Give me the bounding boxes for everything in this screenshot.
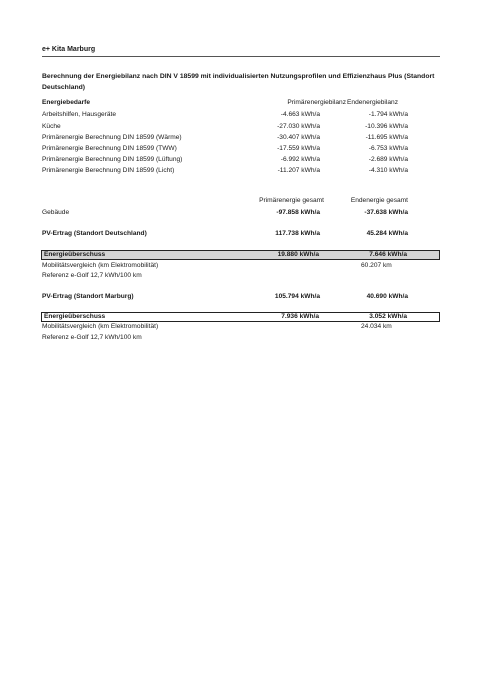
row-primary-value: -27.030 kWh/a bbox=[277, 123, 320, 130]
table-row bbox=[42, 134, 440, 144]
pv-germany-row bbox=[42, 230, 440, 240]
building-label: Gebäude bbox=[42, 209, 70, 216]
reference-marburg: Referenz e-Golf 12,7 kWh/100 km bbox=[42, 334, 142, 341]
surplus-germany-box bbox=[41, 250, 440, 260]
table-row bbox=[42, 145, 440, 155]
pv-marburg-label: PV-Ertrag (Standort Marburg) bbox=[42, 293, 134, 300]
row-final-value: -2.689 kWh/a bbox=[368, 156, 408, 163]
surplus-germany-label: Energieüberschuss bbox=[44, 251, 106, 258]
building-row bbox=[42, 209, 440, 219]
document-title: e+ Kita Marburg bbox=[42, 46, 96, 53]
pv-marburg-row bbox=[42, 293, 440, 303]
row-final-value: -11.695 kWh/a bbox=[365, 134, 408, 141]
pv-marburg-final-value: 40.690 kWh/a bbox=[366, 293, 408, 300]
pv-germany-final-value: 45.284 kWh/a bbox=[366, 230, 408, 237]
building-primary-value: -97.858 kWh/a bbox=[276, 209, 320, 216]
row-label: Primärenergie Berechnung DIN 18599 (TWW) bbox=[42, 145, 177, 152]
row-label: Primärenergie Berechnung DIN 18599 (Lüftung) bbox=[42, 156, 183, 163]
document-subtitle: Berechnung der Energiebilanz nach DIN V 18599 mit individualisierten Nutzungsprofilen und Effizienzhaus Plus (Standort Deutschland) bbox=[42, 73, 435, 91]
row-primary-value: -6.992 kWh/a bbox=[280, 156, 320, 163]
totals-header bbox=[42, 197, 440, 207]
mobility-germany-label: Mobilitätsvergleich (km Elektromobilität) bbox=[42, 262, 159, 269]
surplus-germany-final-value: 7.646 kWh/a bbox=[369, 251, 407, 258]
table-row bbox=[42, 167, 440, 177]
row-primary-value: -30.407 kWh/a bbox=[277, 134, 320, 141]
row-label: Arbeitshilfen, Hausgeräte bbox=[42, 111, 117, 118]
mobility-germany-km: 60.207 km bbox=[361, 262, 392, 269]
row-primary-value: -4.663 kWh/a bbox=[280, 111, 320, 118]
surplus-marburg-final-value: 3.052 kWh/a bbox=[369, 313, 407, 320]
row-primary-value: -11.207 kWh/a bbox=[277, 167, 320, 174]
row-final-value: -4.310 kWh/a bbox=[368, 167, 408, 174]
row-label: Küche bbox=[42, 123, 61, 130]
reference-germany: Referenz e-Golf 12,7 kWh/100 km bbox=[42, 272, 142, 279]
header-divider bbox=[42, 56, 440, 57]
header-primaerenergiebilanz: Primärenergiebilanz bbox=[287, 99, 346, 106]
row-label: Primärenergie Berechnung DIN 18599 (Licht) bbox=[42, 167, 175, 174]
surplus-marburg-label: Energieüberschuss bbox=[44, 313, 106, 320]
header-primaerenergie-gesamt: Primärenergie gesamt bbox=[259, 197, 324, 204]
mobility-marburg-km: 24.034 km bbox=[361, 323, 392, 330]
demand-table-header bbox=[42, 99, 440, 109]
row-final-value: -6.753 kWh/a bbox=[368, 145, 408, 152]
surplus-germany-primary-value: 19.880 kWh/a bbox=[277, 251, 319, 258]
header-endenergie-gesamt: Endenergie gesamt bbox=[350, 197, 408, 204]
row-primary-value: -17.559 kWh/a bbox=[277, 145, 320, 152]
building-final-value: -37.638 kWh/a bbox=[364, 209, 408, 216]
row-label: Primärenergie Berechnung DIN 18599 (Wärme) bbox=[42, 134, 182, 141]
row-final-value: -10.396 kWh/a bbox=[365, 123, 408, 130]
table-row bbox=[42, 123, 440, 133]
header-energiebedarfe: Energiebedarfe bbox=[42, 99, 91, 106]
pv-germany-label: PV-Ertrag (Standort Deutschland) bbox=[42, 230, 147, 237]
table-row bbox=[42, 111, 440, 121]
table-row bbox=[42, 156, 440, 166]
mobility-marburg-label: Mobilitätsvergleich (km Elektromobilität) bbox=[42, 323, 159, 330]
surplus-marburg-box bbox=[41, 312, 440, 322]
row-final-value: -1.794 kWh/a bbox=[368, 111, 408, 118]
pv-germany-primary-value: 117.738 kWh/a bbox=[275, 230, 320, 237]
pv-marburg-primary-value: 105.794 kWh/a bbox=[274, 293, 320, 300]
surplus-marburg-primary-value: 7.936 kWh/a bbox=[281, 313, 319, 320]
header-endenergiebilanz: Endenergiebilanz bbox=[347, 99, 398, 106]
